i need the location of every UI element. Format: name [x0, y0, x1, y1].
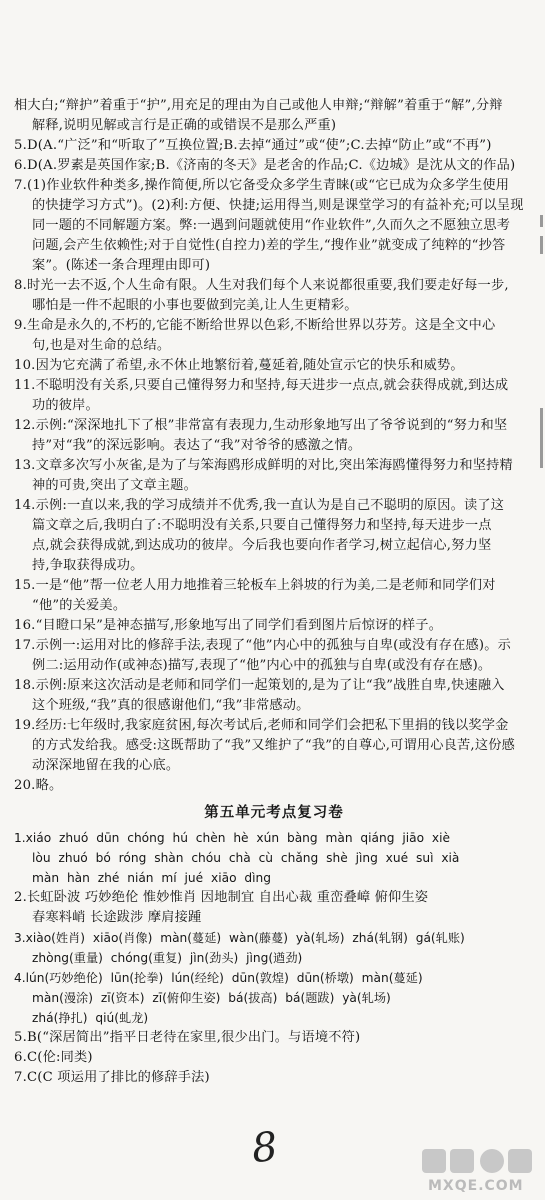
answer-line: 同一题的不同解题方案。弊:一遇到问题就使用“作业软件”,久而久之不愿独立思考 — [32, 218, 511, 233]
answer-line: 持”对“我”的深远影响。表达了“我”对爷爷的感激之情。 — [32, 438, 362, 453]
answer-line: 9.生命是永久的,不朽的,它能不断给世界以色彩,不断给世界以芬芳。这是全文中心 — [14, 318, 496, 333]
answer-line: 2.长虹卧波 巧妙绝伦 惟妙惟肖 因地制宜 自出心裁 重峦叠嶂 俯仰生姿 — [14, 890, 429, 905]
answer-line: 春寒料峭 长途跋涉 摩肩接踵 — [32, 910, 202, 925]
answer-line: 7.(1)作业软件种类多,操作简便,所以它备受众多学生青睐(或“它已成为众多学生使用 — [14, 178, 510, 193]
answer-line: 案”。(陈述一条合理理由即可) — [32, 258, 211, 273]
answer-line: zhòng(重量) chóng(重复) jìn(劲头) jìng(遒劲) — [32, 951, 303, 965]
answer-line: màn hàn zhé nián mí jué xiāo dìng — [32, 871, 271, 885]
answers-part-two — [14, 828, 534, 1088]
answer-line: 8.时光一去不返,个人生命有限。人生对我们每个人来说都很重要,我们要走好每一步, — [14, 278, 509, 293]
answer-line: zhá(挣扎) qiú(虬龙) — [32, 1011, 149, 1025]
answer-line: 这个班级,“我”真的很感谢他们,“我”非常感动。 — [32, 698, 310, 713]
answer-line: 19.经历:七年级时,我家庭贫困,每次考试后,老师和同学们会把私下里捐的钱以奖学金 — [14, 718, 509, 733]
answer-line: 6.D(A.罗素是英国作家;B.《济南的冬天》是老舍的作品;C.《边城》是沈从文的作品) — [14, 158, 516, 173]
answer-line: 的快捷学习方式”)。(2)利:方便、快捷;运用得当,则是课堂学习的有益补充;可以呈现 — [32, 198, 524, 213]
answer-line: 点,就会获得成就,到达成功的彼岸。今后我也要向作者学习,树立起信心,努力坚 — [32, 538, 492, 553]
answer-line: 解释,说明见解或言行是正确的或错误不是那么严重) — [32, 118, 337, 133]
answer-line: 例二:运用动作(或神态)描写,表现了“他”内心中的孤独与自卑(或没有存在感)。 — [32, 658, 492, 673]
answer-line: 持,争取获得成功。 — [32, 558, 144, 573]
answer-line: 3.xiào(姓肖) xiāo(肖像) màn(蔓延) wàn(藤蔓) yà(轧场) zhá(轧钢) gá(轧账) — [14, 931, 465, 945]
answer-line: màn(漫涂) zī(资本) zī(俯仰生姿) bá(拔高) bá(题跋) yà(轧场) — [32, 991, 391, 1005]
answer-line: lòu zhuó bó róng shàn chóu chà cù chǎng shè jìng xué suì xià — [32, 851, 460, 865]
answers-part-one — [14, 96, 534, 796]
scan-edge-mark — [540, 408, 543, 468]
answer-line: 20.略。 — [14, 778, 63, 793]
answer-line: 14.示例:一直以来,我的学习成绩并不优秀,我一直认为是自己不聪明的原因。读了这 — [14, 498, 505, 513]
answer-line: 13.文章多次写小灰雀,是为了与笨海鸥形成鲜明的对比,突出笨海鸥懂得努力和坚持精 — [14, 458, 513, 473]
watermark-text: MXQE.COM — [428, 1178, 524, 1194]
answer-line: “他”的关爱美。 — [32, 598, 127, 613]
answer-line: 功的彼岸。 — [32, 398, 99, 413]
answer-line: 4.lún(巧妙绝伦) lūn(抡拳) lún(经纶) dūn(敦煌) dūn(桥墩) màn(蔓延) — [14, 971, 423, 985]
answer-line: 18.示例:原来这次活动是老师和同学们一起策划的,是为了让“我”战胜自卑,快速融入 — [14, 678, 505, 693]
answer-line: 问题,会产生依赖性;对于自觉性(自控力)差的学生,“搜作业”就变成了纯粹的“抄答 — [32, 238, 506, 253]
answer-line: 动深深地留在我的心底。 — [32, 758, 180, 773]
answer-line: 11.不聪明没有关系,只要自己懂得努力和坚持,每天进步一点点,就会获得成就,到达成 — [14, 378, 509, 393]
scan-edge-mark — [540, 215, 543, 227]
answer-line: 1.xiáo zhuó dūn chóng hú chèn hè xún bàng màn qiáng jiāo xiè — [14, 831, 451, 845]
answer-line: 相大白;“辩护”着重于“护”,用充足的理由为自己或他人申辩;“辩解”着重于“解”,分辩 — [14, 98, 503, 113]
answer-line: 哪怕是一件不起眼的小事也要做到完美,让人生更精彩。 — [32, 298, 358, 313]
answer-line: 篇文章之后,我明白了:不聪明没有关系,只要自己懂得努力和坚持,每天进步一点 — [32, 518, 492, 533]
answer-page — [14, 96, 534, 1088]
answer-line: 神的可贵,突出了文章主题。 — [32, 478, 198, 493]
answer-line: 10.因为它充满了希望,永不休止地繁衍着,蔓延着,随处宣示它的快乐和威势。 — [14, 358, 464, 373]
answer-line: 5.B(“深居简出”指平日老待在家里,很少出门。与语境不符) — [14, 1030, 361, 1045]
answer-line: 12.示例:“深深地扎下了根”非常富有表现力,生动形象地写出了爷爷说到的“努力和坚 — [14, 418, 508, 433]
answer-line: 17.示例一:运用对比的修辞手法,表现了“他”内心中的孤独与自卑(或没有存在感)。示 — [14, 638, 511, 653]
answer-line: 7.C(C 项运用了排比的修辞手法) — [14, 1070, 210, 1085]
answer-line: 15.一是“他”帮一位老人用力地推着三轮板车上斜坡的行为美,二是老师和同学们对 — [14, 578, 496, 593]
answer-line: 5.D(A.“广泛”和“听取了”互换位置;B.去掉“通过”或“使”;C.去掉“防止”或“不再”) — [14, 138, 492, 153]
section-title: 第五单元考点复习卷 — [204, 805, 344, 821]
answer-line: 6.C(伦:同类) — [14, 1050, 93, 1065]
answer-line: 16.“目瞪口呆”是神态描写,形象地写出了同学们看到图片后惊讶的样子。 — [14, 618, 443, 633]
scan-edge-mark — [540, 236, 543, 254]
answer-line: 句,也是对生命的总结。 — [32, 338, 171, 353]
answer-line: 的方式发给我。感受:这既帮助了“我”又维护了“我”的自尊心,可谓用心良苦,这份感 — [32, 738, 515, 753]
handwritten-page-number: 8 — [249, 1123, 280, 1173]
